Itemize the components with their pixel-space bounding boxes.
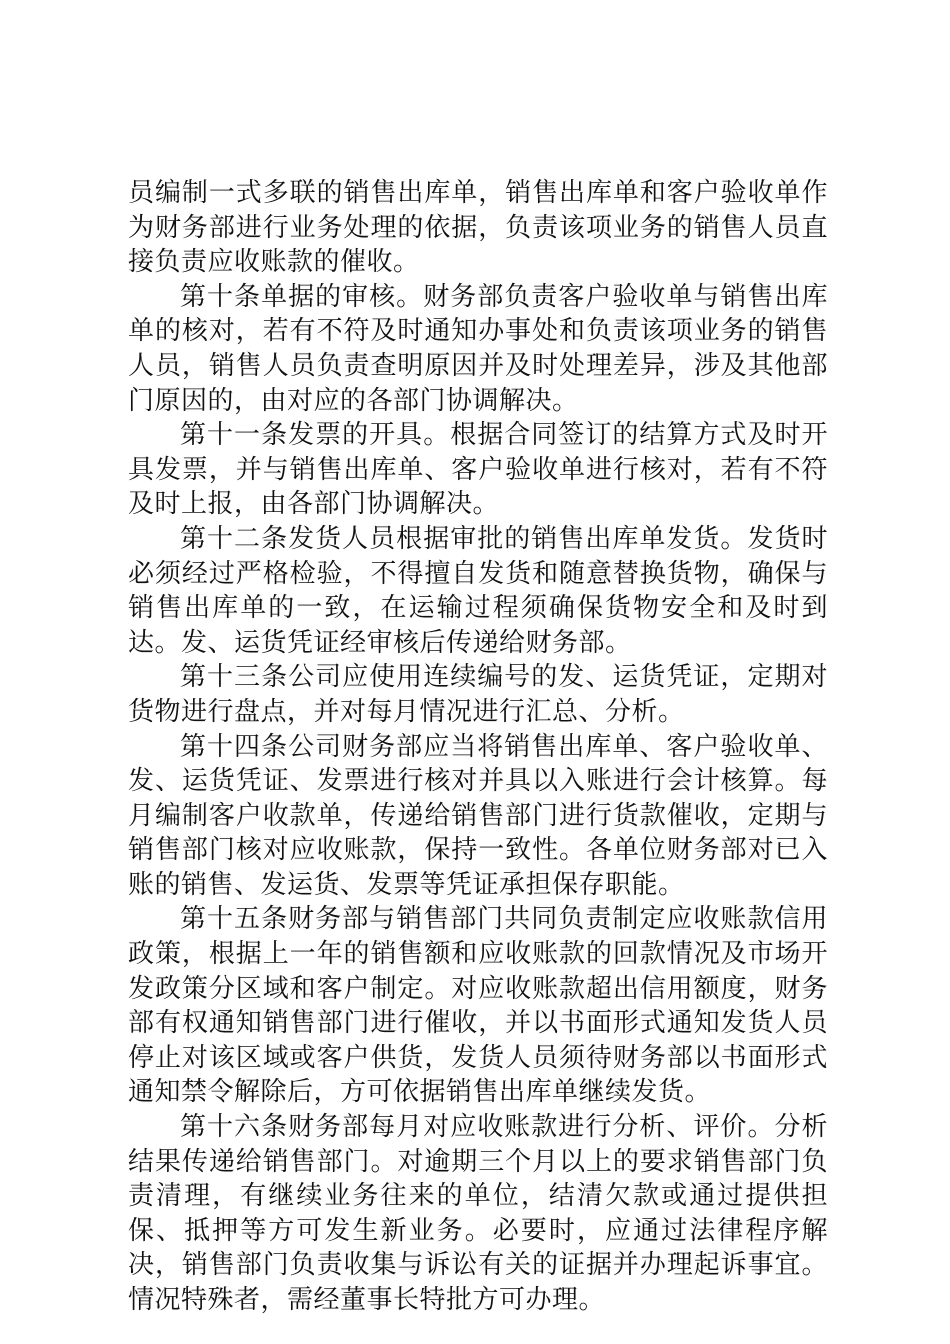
paragraph-article-16: 第十六条财务部每月对应收账款进行分析、评价。分析结果传递给销售部门。对逾期三个月以上的要求销售部门负责清理，有继续业务往来的单位，结清欠款或通过提供担保、抵押等方可发生新业务。必要时，应通过法律程序解决，销售部门负责收集与诉讼有关的证据并办理起诉事宜。情况特殊者，需经董事长特批方可办理。: [128, 1112, 828, 1315]
paragraph-article-15: 第十五条财务部与销售部门共同负责制定应收账款信用政策，根据上一年的销售额和应收账款的回款情况及市场开发政策分区域和客户制定。对应收账款超出信用额度，财务部有权通知销售部门进行催收，并以书面形式通知发货人员停止对该区域或客户供货，发货人员须待财务部以书面形式通知禁令解除后，方可依据销售出库单继续发货。: [128, 904, 828, 1108]
paragraph-article-10: 第十条单据的审核。财务部负责客户验收单与销售出库单的核对，若有不符及时通知办事处和负责该项业务的销售人员，销售人员负责查明原因并及时处理差异，涉及其他部门原因的，由对应的各部门协调解决。: [128, 281, 828, 416]
paragraph-article-12: 第十二条发货人员根据审批的销售出库单发货。发货时必须经过严格检验，不得擅自发货和随意替换货物，确保与销售出库单的一致，在运输过程须确保货物安全和及时到达。发、运货凭证经审核后传递给财务部。: [128, 523, 828, 658]
paragraph-article-11: 第十一条发票的开具。根据合同签订的结算方式及时开具发票，并与销售出库单、客户验收单进行核对，若有不符及时上报，由各部门协调解决。: [128, 420, 828, 520]
paragraph-continuation: 员编制一式多联的销售出库单，销售出库单和客户验收单作为财务部进行业务处理的依据，负责该项业务的销售人员直接负责应收账款的催收。: [128, 178, 828, 278]
paragraph-article-13: 第十三条公司应使用连续编号的发、运货凭证，定期对货物进行盘点，并对每月情况进行汇总、分析。: [128, 662, 828, 727]
document-body: [128, 176, 828, 1318]
paragraph-article-14: 第十四条公司财务部应当将销售出库单、客户验收单、发、运货凭证、发票进行核对并具以入账进行会计核算。每月编制客户收款单，传递给销售部门进行货款催收，定期与销售部门核对应收账款，保持一致性。各单位财务部对已入账的销售、发运货、发票等凭证承担保存职能。: [128, 731, 828, 900]
